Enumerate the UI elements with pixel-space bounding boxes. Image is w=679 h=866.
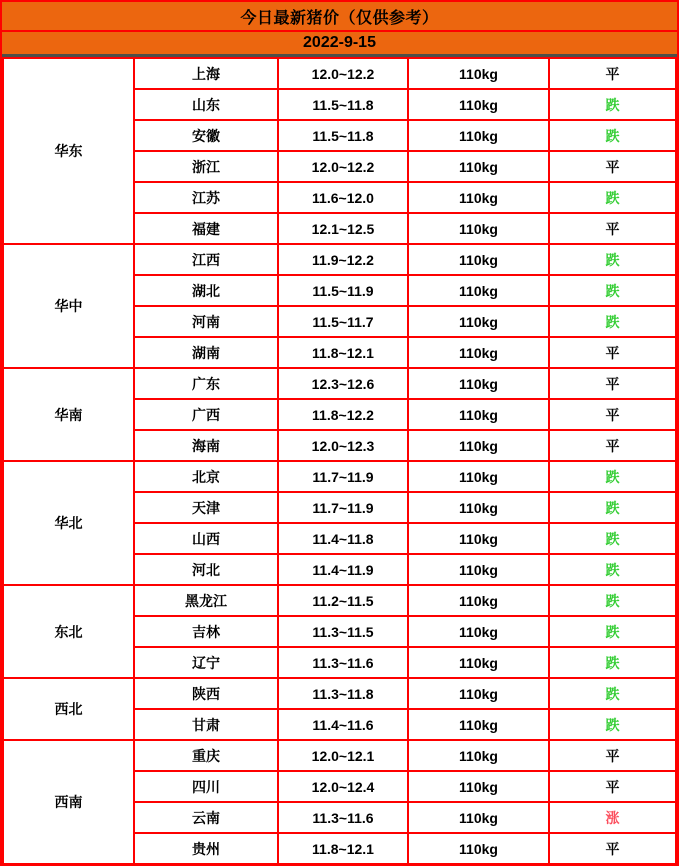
price-cell: 11.5~11.9 xyxy=(278,275,408,306)
weight-cell: 110kg xyxy=(408,678,549,709)
weight-cell: 110kg xyxy=(408,616,549,647)
province-cell: 云南 xyxy=(134,802,278,833)
date-label: 2022-9-15 xyxy=(303,34,376,51)
trend-cell: 跌 xyxy=(549,306,676,337)
price-cell: 12.3~12.6 xyxy=(278,368,408,399)
price-cell: 11.5~11.8 xyxy=(278,120,408,151)
title-bar xyxy=(2,2,677,32)
province-cell: 福建 xyxy=(134,213,278,244)
weight-cell: 110kg xyxy=(408,89,549,120)
province-cell: 河北 xyxy=(134,554,278,585)
price-cell: 11.8~12.2 xyxy=(278,399,408,430)
province-cell: 广东 xyxy=(134,368,278,399)
price-cell: 12.0~12.3 xyxy=(278,430,408,461)
price-cell: 12.0~12.1 xyxy=(278,740,408,771)
weight-cell: 110kg xyxy=(408,275,549,306)
weight-cell: 110kg xyxy=(408,244,549,275)
weight-cell: 110kg xyxy=(408,554,549,585)
trend-cell: 跌 xyxy=(549,244,676,275)
trend-cell: 跌 xyxy=(549,709,676,740)
weight-cell: 110kg xyxy=(408,430,549,461)
weight-cell: 110kg xyxy=(408,399,549,430)
trend-cell: 平 xyxy=(549,399,676,430)
province-cell: 安徽 xyxy=(134,120,278,151)
trend-cell: 平 xyxy=(549,771,676,802)
province-cell: 贵州 xyxy=(134,833,278,864)
weight-cell: 110kg xyxy=(408,461,549,492)
region-cell: 东北 xyxy=(3,585,134,678)
province-cell: 北京 xyxy=(134,461,278,492)
trend-cell: 平 xyxy=(549,337,676,368)
trend-cell: 跌 xyxy=(549,678,676,709)
weight-cell: 110kg xyxy=(408,368,549,399)
price-cell: 11.7~11.9 xyxy=(278,461,408,492)
pig-price-table xyxy=(2,57,677,865)
region-cell: 华中 xyxy=(3,244,134,368)
province-cell: 山西 xyxy=(134,523,278,554)
province-cell: 天津 xyxy=(134,492,278,523)
weight-cell: 110kg xyxy=(408,802,549,833)
price-cell: 11.4~11.8 xyxy=(278,523,408,554)
weight-cell: 110kg xyxy=(408,492,549,523)
weight-cell: 110kg xyxy=(408,523,549,554)
price-cell: 11.7~11.9 xyxy=(278,492,408,523)
province-cell: 黑龙江 xyxy=(134,585,278,616)
trend-cell: 跌 xyxy=(549,554,676,585)
province-cell: 湖南 xyxy=(134,337,278,368)
region-cell: 华东 xyxy=(3,58,134,244)
price-cell: 12.0~12.2 xyxy=(278,58,408,89)
table-row xyxy=(3,740,676,771)
province-cell: 山东 xyxy=(134,89,278,120)
province-cell: 辽宁 xyxy=(134,647,278,678)
trend-cell: 平 xyxy=(549,58,676,89)
table-row xyxy=(3,461,676,492)
province-cell: 湖北 xyxy=(134,275,278,306)
weight-cell: 110kg xyxy=(408,585,549,616)
table-row xyxy=(3,678,676,709)
trend-cell: 跌 xyxy=(549,120,676,151)
province-cell: 上海 xyxy=(134,58,278,89)
province-cell: 河南 xyxy=(134,306,278,337)
weight-cell: 110kg xyxy=(408,740,549,771)
table-row xyxy=(3,244,676,275)
province-cell: 江苏 xyxy=(134,182,278,213)
trend-cell: 平 xyxy=(549,368,676,399)
weight-cell: 110kg xyxy=(408,647,549,678)
price-cell: 11.8~12.1 xyxy=(278,337,408,368)
price-cell: 11.9~12.2 xyxy=(278,244,408,275)
weight-cell: 110kg xyxy=(408,771,549,802)
province-cell: 吉林 xyxy=(134,616,278,647)
trend-cell: 平 xyxy=(549,430,676,461)
table-row xyxy=(3,368,676,399)
price-cell: 11.3~11.8 xyxy=(278,678,408,709)
province-cell: 江西 xyxy=(134,244,278,275)
weight-cell: 110kg xyxy=(408,833,549,864)
trend-cell: 跌 xyxy=(549,182,676,213)
trend-cell: 跌 xyxy=(549,461,676,492)
price-cell: 11.8~12.1 xyxy=(278,833,408,864)
trend-cell: 跌 xyxy=(549,523,676,554)
trend-cell: 跌 xyxy=(549,275,676,306)
price-cell: 12.0~12.2 xyxy=(278,151,408,182)
price-cell: 11.3~11.6 xyxy=(278,647,408,678)
province-cell: 海南 xyxy=(134,430,278,461)
price-cell: 11.5~11.8 xyxy=(278,89,408,120)
province-cell: 陕西 xyxy=(134,678,278,709)
table-row xyxy=(3,58,676,89)
price-cell: 11.2~11.5 xyxy=(278,585,408,616)
table-row xyxy=(3,585,676,616)
trend-cell: 平 xyxy=(549,740,676,771)
province-cell: 重庆 xyxy=(134,740,278,771)
price-cell: 11.5~11.7 xyxy=(278,306,408,337)
price-cell: 11.4~11.6 xyxy=(278,709,408,740)
price-cell: 12.1~12.5 xyxy=(278,213,408,244)
trend-cell: 跌 xyxy=(549,647,676,678)
trend-cell: 平 xyxy=(549,151,676,182)
weight-cell: 110kg xyxy=(408,151,549,182)
trend-cell: 平 xyxy=(549,213,676,244)
page-title: 今日最新猪价（仅供参考） xyxy=(240,9,439,27)
region-cell: 西北 xyxy=(3,678,134,740)
region-cell: 华北 xyxy=(3,461,134,585)
price-cell: 11.6~12.0 xyxy=(278,182,408,213)
trend-cell: 跌 xyxy=(549,89,676,120)
price-cell: 12.0~12.4 xyxy=(278,771,408,802)
province-cell: 甘肃 xyxy=(134,709,278,740)
trend-cell: 涨 xyxy=(549,802,676,833)
weight-cell: 110kg xyxy=(408,709,549,740)
weight-cell: 110kg xyxy=(408,182,549,213)
price-cell: 11.4~11.9 xyxy=(278,554,408,585)
price-cell: 11.3~11.6 xyxy=(278,802,408,833)
trend-cell: 平 xyxy=(549,833,676,864)
weight-cell: 110kg xyxy=(408,120,549,151)
region-cell: 西南 xyxy=(3,740,134,864)
trend-cell: 跌 xyxy=(549,585,676,616)
trend-cell: 跌 xyxy=(549,616,676,647)
price-table-body xyxy=(3,58,676,864)
province-cell: 浙江 xyxy=(134,151,278,182)
province-cell: 四川 xyxy=(134,771,278,802)
price-cell: 11.3~11.5 xyxy=(278,616,408,647)
weight-cell: 110kg xyxy=(408,337,549,368)
weight-cell: 110kg xyxy=(408,58,549,89)
trend-cell: 跌 xyxy=(549,492,676,523)
province-cell: 广西 xyxy=(134,399,278,430)
date-bar xyxy=(2,32,677,57)
weight-cell: 110kg xyxy=(408,213,549,244)
region-cell: 华南 xyxy=(3,368,134,461)
weight-cell: 110kg xyxy=(408,306,549,337)
